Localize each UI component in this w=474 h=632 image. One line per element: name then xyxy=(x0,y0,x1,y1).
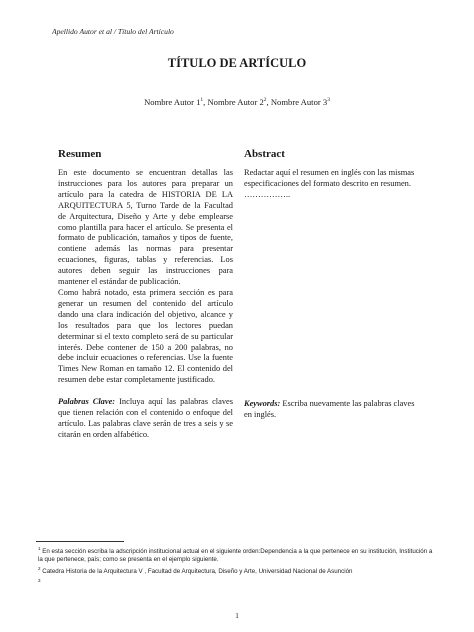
resumen-keywords xyxy=(58,397,233,441)
abstract-column xyxy=(244,148,419,419)
author-affiliation-mark: 2 xyxy=(263,97,267,104)
footnotes xyxy=(38,545,438,589)
author-affiliation-mark: 1 xyxy=(200,97,204,104)
resumen-column xyxy=(58,148,233,441)
author-name: Nombre Autor 2 xyxy=(207,97,264,107)
author-name: Nombre Autor 1 xyxy=(144,97,201,107)
abstract-paragraph: Redactar aquí el resumen en inglés con las mismas especificaciones del formato descrito en resumen. …………….. xyxy=(244,168,415,199)
running-header: Apellido Autor et al / Título del Artículo xyxy=(52,27,174,36)
keywords-label: Keywords: xyxy=(244,399,281,408)
footnote xyxy=(38,577,438,588)
keywords-text: Escriba nuevamente las palabras claves en inglés. xyxy=(244,399,415,419)
page-number: 1 xyxy=(235,612,239,620)
abstract-heading: Abstract xyxy=(244,148,285,160)
resumen-paragraph: En este documento se encuentran detallas las instrucciones para los autores para preparar un artículo para la catedra de HISTORIA DE LA ARQUITECTURA 5, Turno Tarde de la Facultad de Arquitectura, Diseño y Arte y debe emplearse como plantilla para hacer el artículo. Se presenta el formato de publicación, tamaños y tipos de fuente, contiene además las normas para presentar ecuaciones, figuras, tablas y referencias. Los autores deben seguir las instrucciones para mantener el estándar de publicación. xyxy=(58,168,233,287)
abstract-keywords xyxy=(244,399,419,421)
footnote-separator xyxy=(36,541,124,542)
keywords-text: Incluya aquí las palabras claves que tienen relación con el contenido o enfoque del artículo. Las palabras clave serán de tres a seis y se citarán en orden alfabético. xyxy=(58,397,233,439)
resumen-paragraph: Como habrá notado, esta primera sección es para generar un resumen del contenido del artículo dando una clara indicación del objetivo, alcance y los resultados para que los lectores puedan determinar si el texto completo será de su particular interés. Debe contener de 150 a 200 palabras, no debe incluir ecuaciones o referencias. Use la fuente Times New Roman en tamaño 12. El contenido del resumen debe estar completamente justificado. xyxy=(58,287,233,385)
author-affiliation-mark: 3 xyxy=(327,97,330,104)
resumen-heading: Resumen xyxy=(58,148,102,160)
footnote xyxy=(38,565,438,576)
footnote-mark: 3 xyxy=(38,578,41,584)
author-name: Nombre Autor 3 xyxy=(270,97,328,107)
footnote-mark: 1 xyxy=(38,546,41,551)
footnote xyxy=(38,545,438,565)
article-title: TÍTULO DE ARTÍCULO xyxy=(167,56,307,70)
footnote-text: En esta sección escriba la adscripción institucional actual en el siguiente orden:Dependencia a la que pertenece en su institución, Institución a la que pertenece, país; como se presenta en el ejemplo siguiente. xyxy=(38,548,433,564)
footnote-mark: 2 xyxy=(38,566,41,572)
footnote-text: Catedra Historia de la Arquitectura V , Facultad de Arquitectura, Diseño y Arte, Universidad Nacional de Asunción xyxy=(40,568,353,576)
author-list: Nombre Autor $1^1$, Nombre Autor $2^2$, Nombre Autor $3^3$ xyxy=(144,97,330,107)
keywords-label: Palabras Clave: xyxy=(58,397,116,407)
